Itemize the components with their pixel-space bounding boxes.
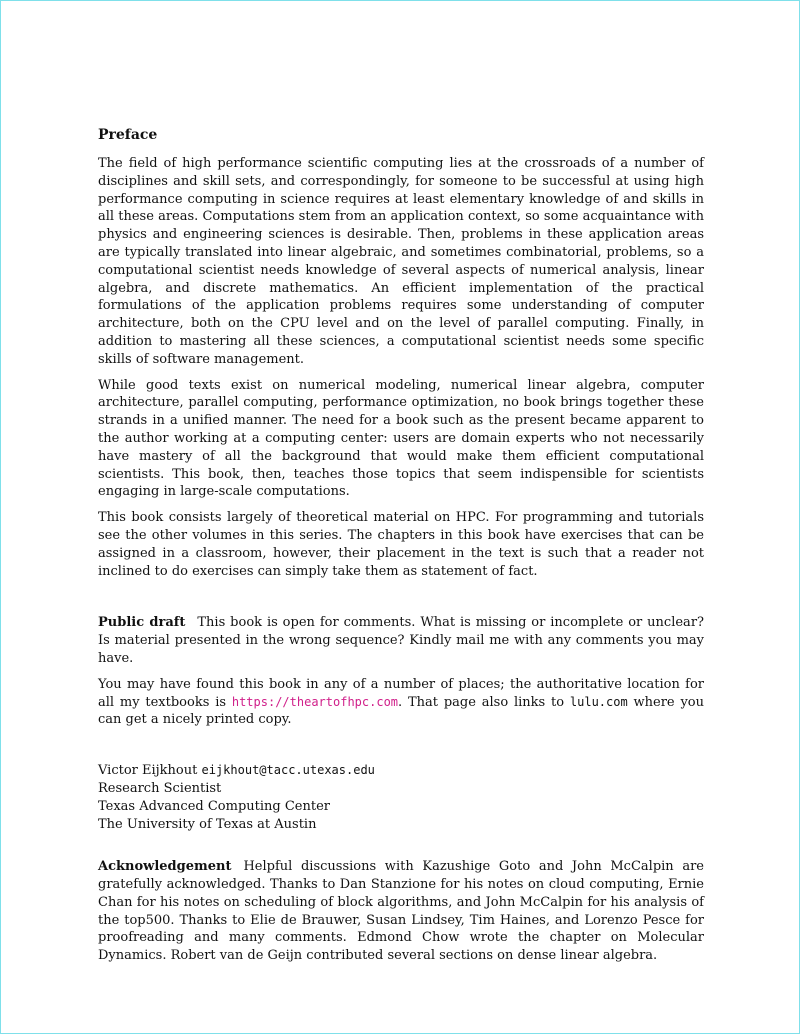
author-name: Victor Eijkhout: [98, 763, 198, 779]
page-content: [98, 125, 704, 973]
lulu-text: lulu.com: [569, 694, 628, 709]
website-link[interactable]: https://theartofhpc.com: [231, 694, 399, 709]
location-text-middle: . That page also links to: [398, 694, 570, 710]
location-text-after: where you can get a nicely printed copy.: [98, 694, 704, 728]
location-paragraph: [98, 676, 704, 729]
author-address-block: [98, 762, 704, 833]
public-draft-text: This book is open for comments. What is missing or incomplete or unclear? Is material presented in the wrong sequence? Kindly mail me with any comments you may have.: [98, 615, 704, 666]
author-title: Research Scientist: [98, 780, 222, 796]
address-spacer: [98, 737, 704, 762]
preface-heading: Preface: [98, 127, 158, 143]
author-center: Texas Advanced Computing Center: [98, 798, 330, 814]
acknowledgement-label: Acknowledgement: [98, 859, 232, 875]
ack-spacer: [98, 833, 704, 858]
public-draft-paragraph: [98, 614, 704, 667]
author-email: eijkhout@tacc.utexas.edu: [201, 763, 375, 778]
preface-paragraph-2: While good texts exist on numerical modeling, numerical linear algebra, computer architecture, parallel computing, performance optimization, no book brings together these strands in a unified manner. The need for a book such as the present became apparent to the author working at a computing center: users are domain experts who not necessarily have mastery of all the background that would make them efficient computational scientists. This book, then, teaches those topics that seem indispensible for scientists engaging in large-scale computations.: [98, 377, 704, 500]
acknowledgement-text: Helpful discussions with Kazushige Goto and John McCalpin are gratefully acknowledged. Thanks to Dan Stanzione for his notes on cloud computing, Ernie Chan for his notes on scheduling of block algorithms, and John McCalpin for his analysis of the top500. Thanks to Elie de Brauwer, Susan Lindsey, Tim Haines, and Lorenzo Pesce for proofreading and many comments. Edmond Chow wrote the chapter on Molecular Dynamics. Robert van de Geijn contributed several sections on dense linear algebra.: [98, 859, 704, 964]
preface-paragraph-1: The field of high performance scientific computing lies at the crossroads of a number of disciplines and skill sets, and correspondingly, for someone to be successful at using high performance computing in science requires at least elementary knowledge of and skills in all these areas. Computations stem from an application context, so some acquaintance with physics and engineering sciences is desirable. Then, problems in these application areas are typically translated into linear algebraic, and sometimes combinatorial, problems, so a computational scientist needs knowledge of several aspects of numerical analysis, linear algebra, and discrete mathematics. An efficient implementation of the practical formulations of the application problems requires some understanding of computer architecture, both on the CPU level and on the level of parallel computing. Finally, in addition to mastering all these sciences, a computational scientist needs some specific skills of software management.: [98, 156, 704, 367]
public-draft-label: Public draft: [98, 615, 186, 631]
location-text-before: You may have found this book in any of a number of places; the authoritative location for all my textbooks is: [98, 676, 704, 710]
author-line: [98, 762, 704, 780]
acknowledgement-paragraph: [98, 858, 704, 965]
author-university: The University of Texas at Austin: [98, 816, 317, 832]
preface-paragraph-3: This book consists largely of theoretical material on HPC. For programming and tutorials see the other volumes in this series. The chapters in this book have exercises that can be assigned in a classroom, however, their placement in the text is such that a reader not inclined to do exercises can simply take them as statement of fact.: [98, 510, 704, 579]
section-spacer: [98, 588, 704, 614]
